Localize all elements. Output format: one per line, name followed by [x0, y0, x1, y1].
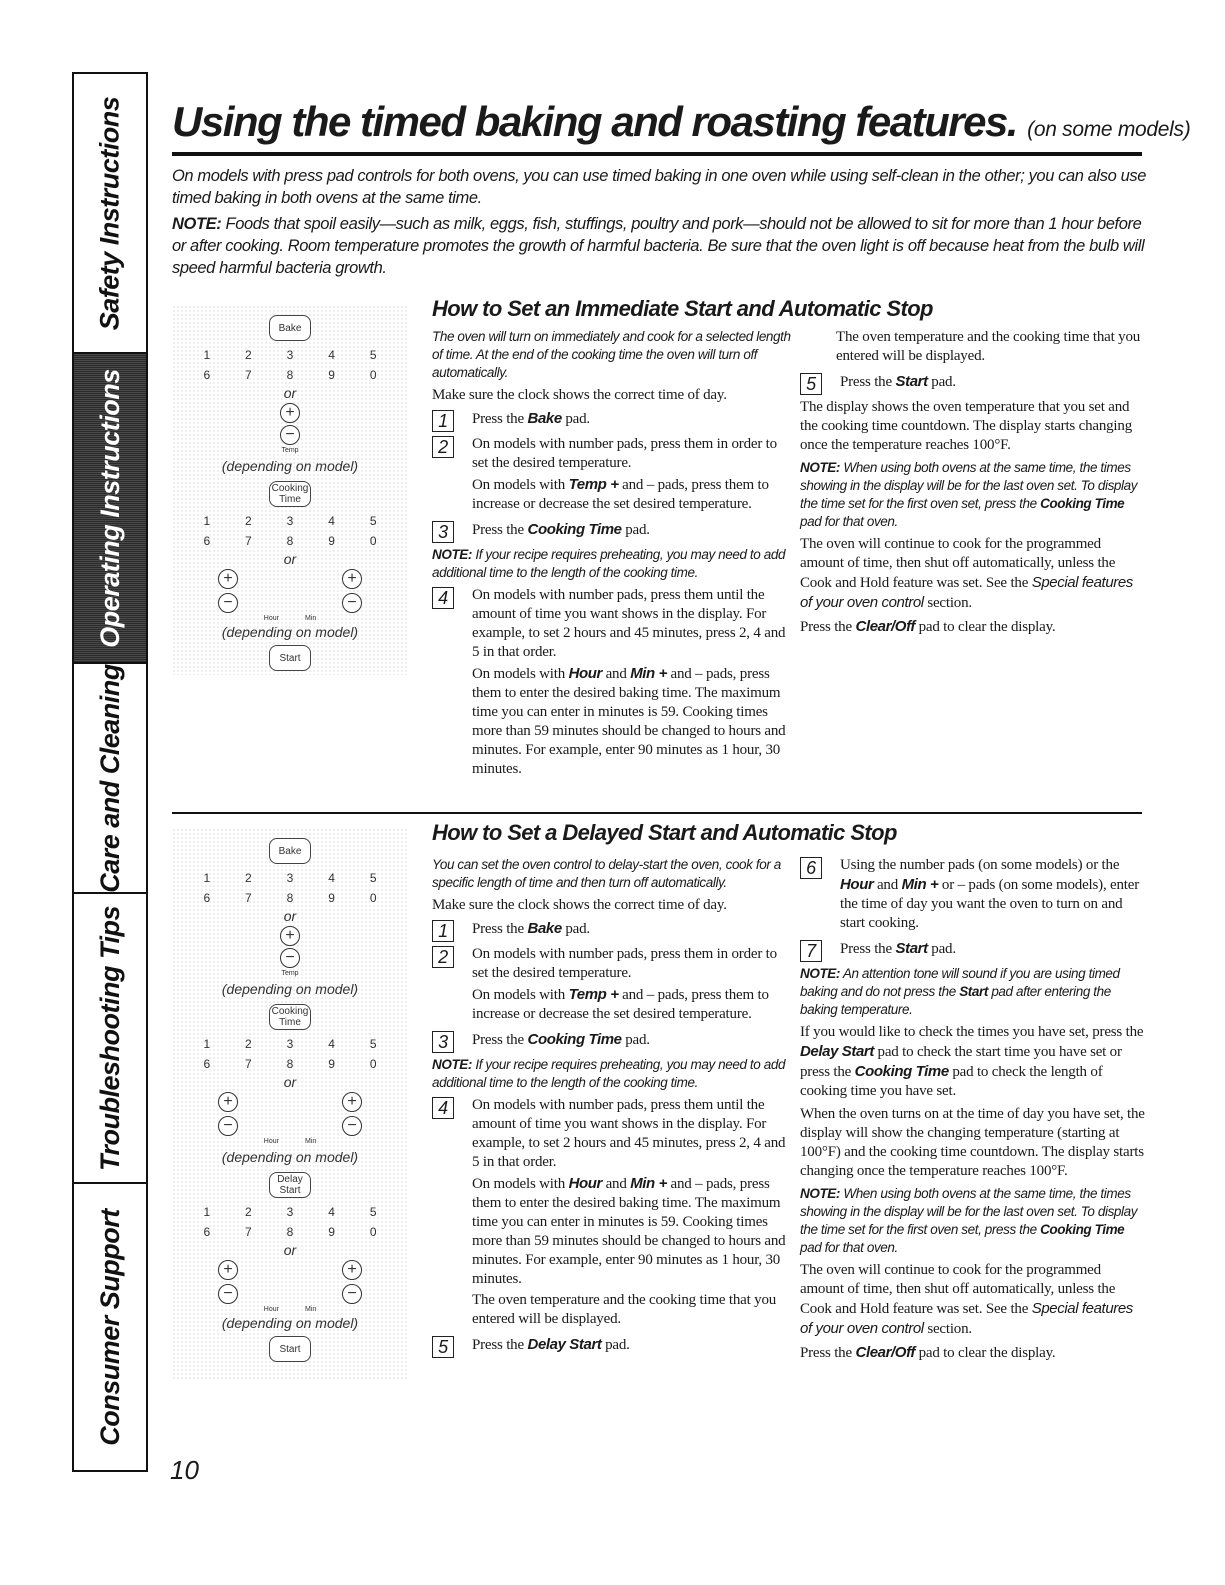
number-pad-row-1: 1 2 3 4 5 [203, 1205, 377, 1219]
step-4: 4 On models with number pads, press them until the amount of time you want shows in the display. For example, to set 2 hours and 45 minutes, press 2, 4 and 5 in that order. On models with Hour and Min + and – pads, press them to enter the desired baking time. The maximum time you can enter in minutes is 59. Cooking times more than 59 minutes should be changed to hours and minutes. For example, enter 90 minutes as 1 hour, 30 minutes. The oven temperature and the cooking time that you entered will be displayed. [432, 1096, 792, 1329]
step-1: 1 Press the Bake pad. [432, 409, 792, 429]
title-rule [172, 152, 1142, 156]
number-pad-row-2: 6 7 8 9 0 [203, 1225, 377, 1239]
or-label: or [283, 908, 297, 924]
section2-col2: 6 Using the number pads (on some models) or the Hour and Min + or – pads (on some models), enter the time of day you want the oven to turn on and start cooking. 7 Press the Start pad. NOTE: An attention tone will sound if you are using timed baking and do not press the Start pad after entering the baking temperature. If you would like to check the times you have set, press the Delay Start pad to check the start time you have set or press the Cooking Time pad to check the length of cooking time you have set. When the oven turns on at the time of day you have set, the display will show the changing temperature (starting at 100°F) and the cooking time countdown. The display starts changing once the temperature reaches 100°F. NOTE: When using both ovens at the same time, the times showing in the display will be for the last oven set. To display the time set for the first oven set, press the Cooking Time pad for that oven. The oven will continue to cook for the programmed amount of time, then shut off automatically, unless the Cook and Hold feature was set. See the Special features of your oven control section. Press the Clear/Off pad to clear the display. [800, 857, 1145, 1361]
tab-operating-instructions[interactable]: Operating Instructions [74, 354, 146, 664]
minus-icon: − [218, 1284, 238, 1304]
step-2: 2 On models with number pads, press them in order to set the desired temperature. On models with Temp + and – pads, press them to increase or decrease the set desired temperature. [432, 945, 792, 1024]
step-5: 5 Press the Start pad. [800, 372, 1145, 392]
start-pad: Start [269, 1336, 311, 1362]
step-6: 6 Using the number pads (on some models) or the Hour and Min + or – pads (on some models), enter the time of day you want the oven to turn on and start cooking. [800, 856, 1145, 933]
start-pad: Start [269, 645, 311, 671]
tab-troubleshooting-tips[interactable]: Troubleshooting Tips [74, 894, 146, 1184]
minus-icon: − [218, 1116, 238, 1136]
number-pad-row-1: 1 2 3 4 5 [203, 514, 377, 528]
depending-label: (depending on model) [221, 981, 359, 997]
section-heading-delayed: How to Set a Delayed Start and Automatic Stop [432, 820, 897, 845]
hour-label: Hour [263, 1138, 279, 1145]
note: NOTE: An attention tone will sound if you are using timed baking and do not press the Start pad after entering the baking temperature. [800, 966, 1120, 1017]
delay-start-pad: Delay Start [269, 1172, 311, 1198]
or-label: or [283, 551, 297, 567]
number-pad-row-2: 6 7 8 9 0 [203, 368, 377, 382]
minus-icon: − [280, 948, 300, 968]
number-pad-row-1: 1 2 3 4 5 [203, 348, 377, 362]
note: NOTE: If your recipe requires preheating, you may need to add additional time to the length of the cooking time. [432, 547, 786, 580]
note: NOTE: When using both ovens at the same time, the times showing in the display will be for the last oven set. To display the time set for the first oven set, press the Cooking Time pad for that oven. [800, 1186, 1138, 1255]
hour-label: Hour [263, 615, 279, 622]
plus-icon: + [280, 403, 300, 423]
depending-label: (depending on model) [221, 458, 359, 474]
cooking-time-pad: Cooking Time [269, 1004, 311, 1030]
bake-pad: Bake [269, 315, 311, 341]
or-label: or [283, 385, 297, 401]
minus-icon: − [218, 593, 238, 613]
tab-consumer-support[interactable]: Consumer Support [94, 1208, 125, 1446]
page-number: 10 [170, 1455, 199, 1485]
plus-icon: + [218, 569, 238, 589]
temp-label: Temp [281, 447, 299, 454]
or-label: or [283, 1074, 297, 1090]
min-label: Min [304, 615, 317, 622]
keypad-illustration-immediate [172, 305, 408, 675]
cooking-time-pad: Cooking Time [269, 481, 311, 507]
hour-label: Hour [263, 1306, 279, 1313]
plus-icon: + [280, 926, 300, 946]
plus-icon: + [342, 569, 362, 589]
plus-icon: + [218, 1092, 238, 1112]
section1-col2: The oven temperature and the cooking time that you entered will be displayed. 5 Press the Start pad. The display shows the oven temperature that you set and the cooking time countdown. The display starts changing once the temperature reaches 100°F. NOTE: When using both ovens at the same time, the times showing in the display will be for the last oven set. To display the time set for the first oven set, press the Cooking Time pad for that oven. The oven will continue to cook for the programmed amount of time, then shut off automatically, unless the Cook and Hold feature was set. See the Special features of your oven control section. Press the Clear/Off pad to clear the display. [800, 328, 1145, 641]
number-pad-row-2: 6 7 8 9 0 [203, 534, 377, 548]
step-4: 4 On models with number pads, press them until the amount of time you want shows in the display. For example, to set 2 hours and 45 minutes, press 2, 4 and 5 in that order. On models with Hour and Min + and – pads, press them to enter the desired baking time. The maximum time you can enter in minutes is 59. Cooking times more than 59 minutes should be changed to hours and minutes. For example, enter 90 minutes as 1 hour, 30 minutes. [432, 586, 792, 779]
step-3: 3 Press the Cooking Time pad. [432, 1030, 792, 1050]
section-divider [172, 812, 1142, 814]
depending-label: (depending on model) [221, 624, 359, 640]
note: NOTE: When using both ovens at the same time, the times showing in the display will be for the last oven set. To display the time set for the first oven set, press the Cooking Time pad for that oven. [800, 460, 1138, 529]
minus-icon: − [342, 593, 362, 613]
intro [172, 165, 1147, 283]
step-5: 5 Press the Delay Start pad. [432, 1335, 792, 1355]
minus-icon: − [280, 425, 300, 445]
section-heading-immediate: How to Set an Immediate Start and Automatic Stop [432, 296, 933, 321]
temp-label: Temp [281, 970, 299, 977]
step-2: 2 On models with number pads, press them in order to set the desired temperature. On models with Temp + and – pads, press them to increase or decrease the set desired temperature. [432, 435, 792, 514]
number-pad-row-2: 6 7 8 9 0 [203, 1057, 377, 1071]
step-3: 3 Press the Cooking Time pad. [432, 520, 792, 540]
title-sub: (on some models) [1027, 118, 1191, 141]
number-pad-row-1: 1 2 3 4 5 [203, 1037, 377, 1051]
section1-col1: The oven will turn on immediately and cook for a selected length of time. At the end of the cooking time the oven will turn off automatically. Make sure the clock shows the correct time of day. 1 Press the Bake pad. 2 On models with number pads, press them in order to set the desired temperature. On models with Temp + and – pads, press them to increase or decrease the set desired temperature. 3 Press the Cooking Time pad. NOTE: If your recipe requires preheating, you may need to add additional time to the length of the cooking time. 4 On models with number pads, press them until the amount of time you want shows in the display. For example, to set 2 hours and 45 minutes, press 2, 4 and 5 in that order. On models with Hour and Min + and – pads, press them to enter the desired baking time. The maximum time you can enter in minutes is 59. Cooking times more than 59 minutes should be changed to hours and minutes. For example, enter 90 minutes as 1 hour, 30 minutes. [432, 329, 791, 777]
tab-safety-instructions[interactable]: Safety Instructions [74, 74, 146, 354]
plus-icon: + [342, 1092, 362, 1112]
tab-care-and-cleaning[interactable]: Care and Cleaning [74, 664, 146, 894]
number-pad-row-1: 1 2 3 4 5 [203, 871, 377, 885]
plus-icon: + [218, 1260, 238, 1280]
or-label: or [283, 1242, 297, 1258]
depending-label: (depending on model) [221, 1315, 359, 1331]
note: NOTE: If your recipe requires preheating, you may need to add additional time to the length of the cooking time. [432, 1057, 786, 1090]
plus-icon: + [342, 1260, 362, 1280]
number-pad-row-2: 6 7 8 9 0 [203, 891, 377, 905]
minus-icon: − [342, 1116, 362, 1136]
bake-pad: Bake [269, 838, 311, 864]
minus-icon: − [342, 1284, 362, 1304]
min-label: Min [304, 1138, 317, 1145]
intro-text: On models with press pad controls for both ovens, you can use timed baking in one oven while using self-clean in the other; you can also use timed baking in both ovens at the same time. [172, 167, 1147, 207]
step-1: 1 Press the Bake pad. [432, 919, 792, 939]
intro-note: NOTE: Foods that spoil easily—such as milk, eggs, fish, stuffings, poultry and pork—should not be allowed to sit for more than 1 hour before or after cooking. Room temperature promotes the growth of harmful bacteria. Be sure that the oven light is off because heat from the bulb will speed harmful bacteria growth. [172, 215, 1145, 277]
depending-label: (depending on model) [221, 1149, 359, 1165]
page-title [172, 98, 1191, 146]
step-7: 7 Press the Start pad. [800, 939, 1145, 959]
title-main: Using the timed baking and roasting features. [172, 98, 1017, 145]
section-tabs [72, 72, 148, 1472]
section2-col1: You can set the oven control to delay-start the oven, cook for a specific length of time and then turn off automatically. Make sure the clock shows the correct time of day. 1 Press the Bake pad. 2 On models with number pads, press them in order to set the desired temperature. On models with Temp + and – pads, press them to increase or decrease the set desired temperature. 3 Press the Cooking Time pad. NOTE: If your recipe requires preheating, you may need to add additional time to the length of the cooking time. 4 On models with number pads, press them until the amount of time you want shows in the display. For example, to set 2 hours and 45 minutes, press 2, 4 and 5 in that order. On models with Hour and Min + and – pads, press them to enter the desired baking time. The maximum time you can enter in minutes is 59. Cooking times more than 59 minutes should be changed to hours and minutes. For example, enter 90 minutes as 1 hour, 30 minutes. The oven temperature and the cooking time that you entered will be displayed. 5 Press the Delay Start pad. [432, 856, 792, 1361]
min-label: Min [304, 1306, 317, 1313]
keypad-illustration-delayed [172, 828, 408, 1380]
